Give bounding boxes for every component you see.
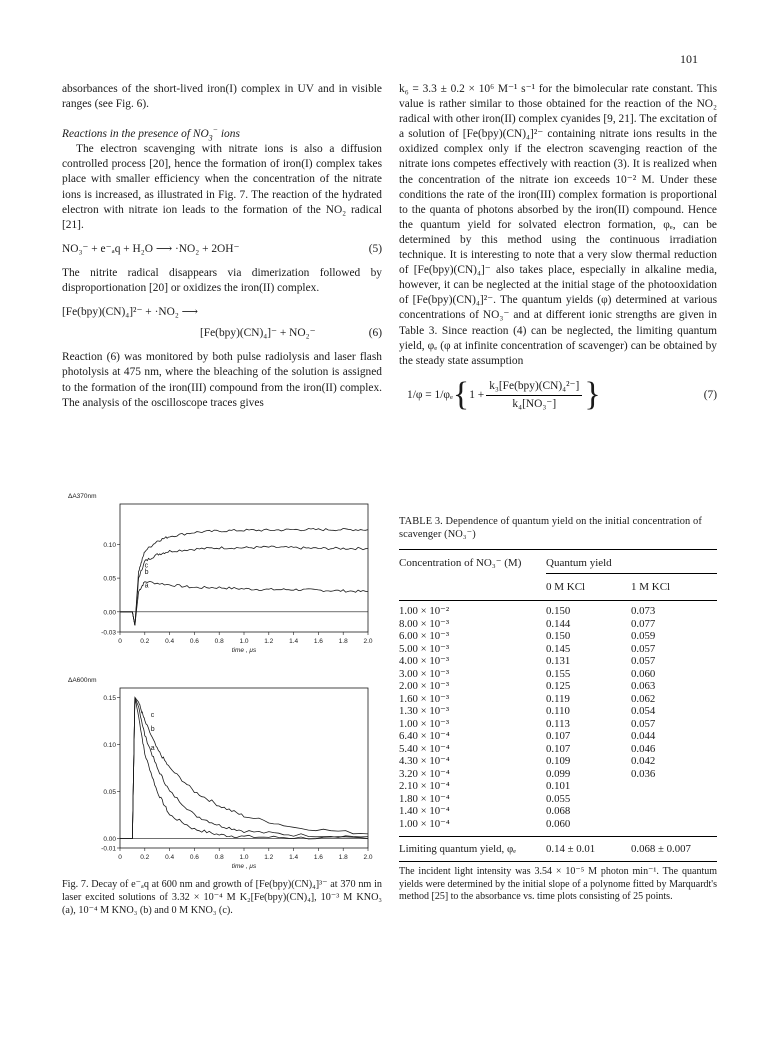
series-line-b <box>120 697 368 838</box>
table-row <box>399 668 717 681</box>
cell-yield-0m: 0.109 <box>546 755 571 767</box>
cell-concentration: 1.00 × 10⁻³ <box>399 717 450 730</box>
x-tick-label: 0.6 <box>189 638 199 645</box>
x-tick-label: 0.6 <box>189 854 199 861</box>
x-tick-label: 1.2 <box>264 854 274 861</box>
y-tick-label: 0.05 <box>103 575 116 583</box>
figure-caption: Fig. 7. Decay of e⁻ₐq at 600 nm and growth of [Fe(bpy)(CN)₄]³⁻ at 370 nm in laser excited solutions of 3.32 × 10⁻⁴ M K₂[Fe(bpy)(CN)₄], 10⁻³ M KNO₃ (a), 10⁻⁴ M KNO₃ (b) and 0 M KNO₃ (c). <box>62 879 382 916</box>
cell-yield-1m: 0.060 <box>631 667 656 680</box>
brace-right: } <box>584 376 601 414</box>
table-row <box>399 605 717 618</box>
paragraph-nitrite: The nitrite radical disappears via dimerization followed by disproportionation [20] or oxidizes the iron(II) complex. <box>62 266 382 295</box>
series-label-c: c <box>150 711 155 719</box>
x-tick-label: 1.8 <box>338 854 348 861</box>
cell-yield-1m <box>631 793 717 806</box>
cell-yield-0m: 0.150 <box>546 605 571 617</box>
x-tick-label: 0.8 <box>214 638 224 645</box>
cell-concentration: 4.30 × 10⁻⁴ <box>399 755 450 767</box>
cell-yield-0m: 0.119 <box>546 692 570 705</box>
cell-yield-1m <box>631 780 717 793</box>
table-header <box>399 550 717 570</box>
cell-yield-1m: 0.062 <box>631 692 656 705</box>
cell-yield-0m: 0.107 <box>546 730 571 742</box>
series-label-b: b <box>144 569 149 577</box>
cell-concentration: 3.00 × 10⁻³ <box>399 667 450 680</box>
x-tick-label: 1.2 <box>264 638 274 645</box>
paragraph-rate-constant: k₆ = 3.3 ± 0.2 × 10⁶ M⁻¹ s⁻¹ for the bimolecular rate constant. This value is rather similar to those obtained for the reaction of the NO₂ radical with other iron(II) complex cyanides [9, 21]. The excitation of a solution of [Fe(bpy)(CN)₄]²⁻ containing nitrate ions results in the oxidized complex only if the electron scavenging reaction of the nitrate ions competes effectively with reaction (3). It is realized when the concentration of the nitrate ion exceeds 10⁻² M. Under these conditions the rate of the iron(III) complex formation is proportional to the quanta of photons absorbed by the iron(II) compound. Hence the quantum yield for solvated electron formation, φₑ, can be determined by this method using the continuous irradiation technique. It is interesting to note that a very slow thermal reduction of [Fe(bpy)(CN)₄]⁻ also takes place, especially in alkaline media, however, it can be neglected at the initial stage of the photooxidation of [Fe(bpy)(CN)₄]²⁻. The quantum yields (φ) determined at various concentrations of NO₃⁻ and at different ionic strengths are given in Table 3. Since reaction (4) can be neglected, the limiting quantum yield, φₑ (φ at infinite concentration of scavenger) can be obtained by the steady state assumption <box>399 83 717 367</box>
table-footnote: The incident light intensity was 3.54 × 10⁻⁵ M photon min⁻¹. The quantum yields were determined by the initial slope of a polynome fitted by Marquardt's method [25] to the absorbance vs. time plots consisting of 25 points. <box>399 866 717 903</box>
table-row <box>399 743 717 756</box>
cell-yield-1m <box>631 818 717 831</box>
table-row <box>399 655 717 668</box>
y-tick-label: 0.00 <box>103 609 116 617</box>
y-axis-label: ΔA370nm <box>68 493 97 500</box>
y-tick-label: 0.10 <box>103 541 116 549</box>
paragraph-reaction6: Reaction (6) was monitored by both pulse radiolysis and laser flash photolysis at 475 nm, where the bleaching of the solution is assigned to the formation of the iron(III) compound from the iron(II) complex. The analysis of the oscilloscope traces gives <box>62 351 382 409</box>
cell-yield-0m: 0.110 <box>546 705 570 717</box>
series-label-b: b <box>150 726 155 734</box>
table-row <box>399 755 717 768</box>
y-tick-label: -0.01 <box>101 845 116 853</box>
cell-yield-0m: 0.150 <box>546 630 571 642</box>
cell-concentration: 8.00 × 10⁻³ <box>399 617 450 630</box>
cell-concentration: 2.10 × 10⁻⁴ <box>399 780 450 792</box>
figure-7 <box>60 478 380 878</box>
cell-concentration: 1.00 × 10⁻⁴ <box>399 817 450 830</box>
cell-concentration: 1.60 × 10⁻³ <box>399 692 450 705</box>
cell-yield-0m: 0.055 <box>546 792 571 805</box>
x-tick-label: 1.4 <box>289 638 299 645</box>
col-header-quantum-yield: Quantum yield <box>546 557 612 569</box>
cell-yield-0m: 0.155 <box>546 667 571 680</box>
left-column <box>62 82 382 411</box>
x-tick-label: 1.0 <box>239 638 249 645</box>
cell-yield-1m: 0.059 <box>631 630 656 642</box>
x-tick-label: 2.0 <box>363 854 373 861</box>
cell-concentration: 5.00 × 10⁻³ <box>399 642 450 655</box>
table-row <box>399 818 717 831</box>
limiting-row: Limiting quantum yield, φₑ 0.14 ± 0.01 0.068 ± 0.007 <box>399 843 691 855</box>
cell-yield-0m: 0.060 <box>546 817 571 830</box>
table-row <box>399 680 717 693</box>
table-row <box>399 780 717 793</box>
cell-concentration: 4.00 × 10⁻³ <box>399 655 450 667</box>
cell-yield-0m: 0.101 <box>546 780 571 792</box>
series-line-a <box>120 581 368 625</box>
cell-yield-1m: 0.057 <box>631 655 656 667</box>
table-3 <box>399 515 717 904</box>
cell-concentration: 6.40 × 10⁻⁴ <box>399 730 450 742</box>
cell-concentration: 1.00 × 10⁻² <box>399 605 450 617</box>
cell-yield-0m: 0.144 <box>546 617 571 630</box>
cell-yield-0m: 0.068 <box>546 805 571 817</box>
table-row <box>399 630 717 643</box>
brace-left: { <box>452 376 470 414</box>
table-subheader: 0 M KCl 1 M KCl <box>546 573 717 600</box>
x-tick-label: 1.8 <box>338 638 348 645</box>
x-axis-label: time , μs <box>231 647 257 654</box>
x-tick-label: 0.2 <box>140 638 150 645</box>
cell-yield-1m: 0.057 <box>631 642 656 655</box>
cell-yield-0m: 0.131 <box>546 655 571 667</box>
cell-yield-1m: 0.063 <box>631 680 656 692</box>
table-row <box>399 793 717 806</box>
cell-yield-1m: 0.042 <box>631 755 656 767</box>
cell-yield-0m: 0.125 <box>546 680 571 692</box>
cell-concentration: 1.80 × 10⁻⁴ <box>399 792 450 805</box>
x-tick-label: 1.6 <box>313 854 323 861</box>
section-heading: Reactions in the presence of $NO_3^-$ ions <box>62 125 240 143</box>
cell-yield-0m: 0.107 <box>546 742 571 755</box>
cell-yield-1m: 0.073 <box>631 605 656 617</box>
table-row <box>399 805 717 818</box>
cell-concentration: 6.00 × 10⁻³ <box>399 630 450 642</box>
cell-yield-0m: 0.113 <box>546 717 570 730</box>
table-row <box>399 643 717 656</box>
equation-6-line1: [Fe(bpy)(CN)₄]²⁻ + ·NO₂ ⟶ <box>62 306 198 319</box>
page-number: 101 <box>680 52 698 66</box>
paragraph-absorbances: absorbances of the short-lived iron(I) complex in UV and in visible ranges (see Fig. 6). <box>62 83 382 111</box>
x-tick-label: 1.4 <box>289 854 299 861</box>
table-row <box>399 705 717 718</box>
table-row <box>399 768 717 781</box>
series-label-c: c <box>144 562 149 570</box>
paragraph-scavenging: The electron scavenging with nitrate ions is also a diffusion controlled process [20], hence the formation of iron(I) complex takes place with smaller efficiency when the concentration of the nitrate ions is increased, as illustrated in Fig. 7. The reaction of the hydrated electron with nitrate ion leads to the formation of the NO₂ radical [21]. <box>62 143 382 231</box>
y-axis-label: ΔA600nm <box>68 677 97 684</box>
col-header-concentration: Concentration of NO₃⁻ (M) <box>399 557 522 569</box>
y-tick-label: 0.10 <box>103 741 116 749</box>
x-tick-label: 1.0 <box>239 854 249 861</box>
cell-yield-1m: 0.044 <box>631 730 656 742</box>
x-tick-label: 0.4 <box>165 854 175 861</box>
cell-concentration: 1.40 × 10⁻⁴ <box>399 805 450 817</box>
x-tick-label: 0.4 <box>165 638 175 645</box>
equation-5: NO₃⁻ + e⁻ₐq + H₂O ⟶ ·NO₂ + 2OH⁻ (5) <box>62 242 382 255</box>
cell-yield-1m: 0.046 <box>631 742 656 755</box>
cell-yield-0m: 0.099 <box>546 767 571 780</box>
table-body <box>399 601 717 830</box>
cell-yield-1m: 0.036 <box>631 767 656 780</box>
series-line-b <box>120 546 368 625</box>
series-line-c <box>120 528 368 625</box>
cell-concentration: 2.00 × 10⁻³ <box>399 680 450 692</box>
plot-frame <box>120 504 368 632</box>
table-row <box>399 618 717 631</box>
panel-bottom <box>68 677 373 870</box>
cell-concentration: 3.20 × 10⁻⁴ <box>399 767 450 780</box>
table-caption: TABLE 3. Dependence of quantum yield on the initial concentration of scavenger (NO₃⁻) <box>399 516 702 540</box>
table-row <box>399 730 717 743</box>
series-label-a: a <box>144 582 149 590</box>
series-label-a: a <box>150 744 155 752</box>
table-row <box>399 693 717 706</box>
table-row <box>399 718 717 731</box>
equation-6-line2: [Fe(bpy)(CN)₄]⁻ + NO₂⁻ (6) <box>200 327 382 340</box>
x-tick-label: 0 <box>118 854 122 861</box>
x-tick-label: 2.0 <box>363 638 373 645</box>
x-tick-label: 0 <box>118 638 122 645</box>
x-axis-label: time , μs <box>231 863 257 870</box>
y-tick-label: 0.05 <box>103 789 116 797</box>
cell-yield-1m: 0.054 <box>631 705 656 717</box>
y-tick-label: 0.00 <box>103 836 116 844</box>
panel-top <box>68 493 373 654</box>
right-column <box>399 82 717 422</box>
x-tick-label: 0.8 <box>214 854 224 861</box>
x-tick-label: 1.6 <box>313 638 323 645</box>
cell-yield-1m <box>631 805 717 818</box>
cell-yield-1m: 0.077 <box>631 617 656 630</box>
cell-yield-1m: 0.057 <box>631 717 656 730</box>
cell-concentration: 5.40 × 10⁻⁴ <box>399 742 450 755</box>
y-tick-label: 0.15 <box>103 694 116 702</box>
cell-concentration: 1.30 × 10⁻³ <box>399 705 450 717</box>
y-tick-label: -0.03 <box>101 629 116 637</box>
x-tick-label: 0.2 <box>140 854 150 861</box>
cell-yield-0m: 0.145 <box>546 642 571 655</box>
equation-7: 1/φ = 1/φₑ { 1 + $\frac{\text{k₃[Fe(bpy)(CN)₄²⁻]}}{\text{k₄[NO₃⁻]}}$ } (7) <box>407 376 717 414</box>
